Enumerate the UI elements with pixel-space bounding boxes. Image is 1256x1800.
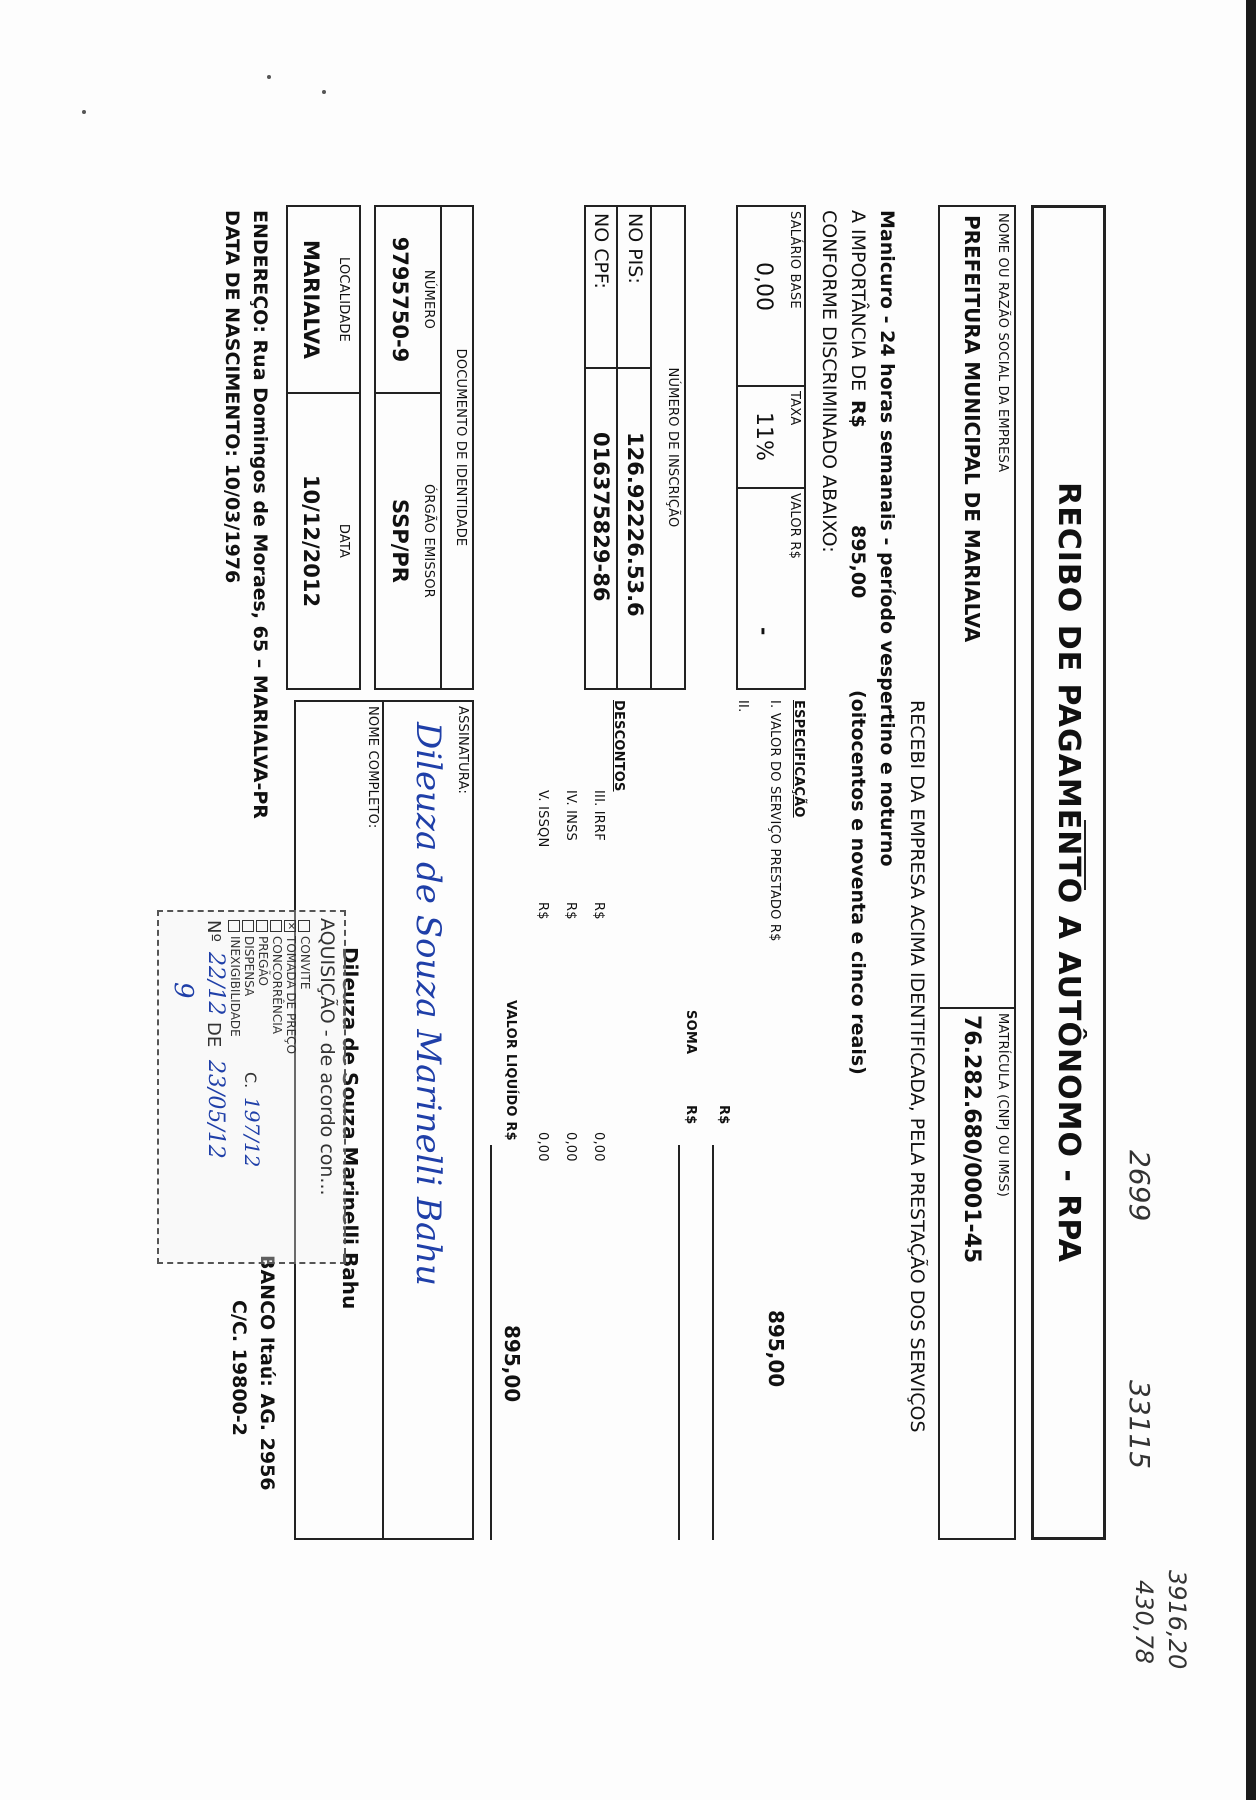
nome-completo-value: Dileuza de Souza Marinelli Bahu [338,947,362,1310]
checkbox-icon [299,920,311,932]
local-table [286,205,361,690]
stamp-option: CONVITE [298,920,312,1054]
inss-label: IV. INSS [563,790,578,841]
inscricao-table [584,205,686,690]
data-nascimento: DATA DE NASCIMENTO: 10/03/1976 [221,210,243,584]
declaracao-line1: RECEBI DA EMPRESA ACIMA IDENTIFICADA, PELA PRESTAÇÃO DOS SERVIÇOS [906,700,928,1433]
liquido-label: VALOR LIQUÍDO R$ [503,1000,518,1141]
divider [440,207,442,688]
issqn-value: 0,00 [535,1132,550,1162]
stamp-initial: 9 [168,982,198,999]
nome-completo-label: NOME COMPLETO: [365,706,380,829]
signature: Dileuza de Souza Marinelli Bahu [408,722,448,1287]
stamp-de-value: 23/05/12 [203,1060,228,1159]
importancia-label: A IMPORTÂNCIA DE [847,210,869,392]
pis-label: NO PIS: [624,213,646,284]
valor-value: - [752,627,776,636]
handwritten-number-1: 2699 [1123,1150,1156,1222]
especificacao-item1: I. VALOR DO SERVIÇO PRESTADO R$ [767,700,782,942]
numero-value: 9795750-9 [388,236,412,363]
stamp-option: DISPENSA [242,920,256,1054]
liquido-line [490,1145,492,1540]
stamp-c-label: C. [241,1072,260,1089]
title-box [1031,205,1106,1540]
declaracao-line4: CONFORME DISCRIMINADO ABAIXO: [818,210,840,553]
currency-label: R$ [847,400,869,428]
checkbox-icon [257,920,269,932]
endereco: ENDEREÇO: Rua Domingos de Moraes, 65 – MARIALVA-PR [249,210,271,819]
pis-value: 126.92226.53.6 [623,432,647,617]
taxa-label: TAXA [787,391,802,426]
identidade-table [374,205,474,690]
stamp-option: INEXIGIBILIDADE [228,920,242,1054]
irrf-value: 0,00 [591,1132,606,1162]
valor-label: VALOR R$ [787,493,802,560]
stamp-title: AQUISIÇÃO - de acordo con... [316,918,338,1196]
empresa-name: PREFEITURA MUNICIPAL DE MARIALVA [960,215,984,643]
stamp-de-label: DE [203,1022,224,1048]
irrf-currency: R$ [591,902,606,920]
orgao-label: ÓRGÃO EMISSOR [421,483,436,598]
data-value: 10/12/2012 [299,474,323,608]
divider [382,702,384,1538]
servico-description: Manicuro - 24 horas semanais - período vespertino e noturno [876,210,898,867]
valor-por-extenso: (oitocentos e noventa e cinco reais) [847,690,869,1075]
divider [650,207,652,688]
banco-line2: C/C. 19800-2 [228,1300,250,1436]
divider [616,207,618,688]
stamp-option: CONCORRÊNCIA [270,920,284,1054]
soma-label: SOMA [683,1010,698,1055]
taxa-value: 11% [751,412,776,461]
irrf-label: III. IRRF [591,790,606,841]
data-label: DATA [336,523,351,559]
stamp-option: PREGÃO [256,920,270,1054]
especificacao-header: ESPECIFICAÇÃO [791,700,806,818]
inss-currency: R$ [563,902,578,920]
stamp-n-label: Nº [203,920,224,942]
item2-currency: R$ [716,1105,731,1125]
importancia-value: 895,00 [847,525,869,599]
stamp-option: ✕TOMADA DE PREÇO [284,921,298,1055]
issqn-currency: R$ [535,902,550,920]
identidade-header: DOCUMENTO DE IDENTIDADE [453,348,468,547]
scan-speck [322,90,326,94]
aquisicao-stamp [157,910,346,1264]
salario-table [736,205,806,690]
localidade-value: MARIALVA [299,240,323,359]
orgao-value: SSP/PR [388,499,412,583]
salario-base-label: SALÁRIO BASE [787,211,802,309]
page-title: RECIBO DE PAGAMENTO A AUTÔNOMO - RPA [1051,482,1086,1263]
descontos-header: DESCONTOS [611,700,626,792]
inss-value: 0,00 [563,1132,578,1162]
assinatura-label: ASSINATURA: [455,706,470,795]
cpf-value: 016375829-86 [589,432,613,602]
localidade-label: LOCALIDADE [336,257,351,342]
empresa-label: NOME OU RAZÃO SOCIAL DA EMPRESA [995,213,1010,473]
checkbox-icon [229,920,241,932]
inscricao-header: NÚMERO DE INSCRIÇÃO [665,367,680,528]
liquido-value: 895,00 [500,1325,524,1403]
banco-line1: BANCO Itaú: AG. 2956 [256,1255,278,1491]
empresa-box [938,205,1016,1540]
matricula-value: 76.282.680/0001-45 [959,1015,984,1264]
handwritten-number-4: 430,78 [1130,1580,1158,1664]
divider [940,1007,1014,1009]
checkbox-icon [243,920,255,932]
stamp-options [228,920,312,1054]
especificacao-item1-value: 895,00 [764,1310,788,1388]
issqn-label: V. ISSQN [535,790,550,848]
scan-speck [82,110,86,114]
matricula-label: MATRÍCULA (CNPJ OU IMSS) [995,1013,1010,1198]
stamp-n-value: 22/12 [203,952,228,1016]
salario-base-value: 0,00 [751,262,776,311]
item2-line [712,1145,714,1540]
numero-label: NÚMERO [421,269,436,330]
divider [586,367,652,369]
stamp-c-value: 197/12 [240,1097,264,1168]
divider [738,487,804,489]
cpf-label: NO CPF: [590,213,612,289]
checkbox-icon [271,920,283,932]
handwritten-number-3: 3916,20 [1163,1570,1191,1670]
soma-line [678,1145,680,1540]
soma-currency: R$ [683,1105,698,1125]
especificacao-item2: II. [735,700,750,713]
scan-speck [267,75,271,79]
divider [738,385,804,387]
handwritten-number-2: 33115 [1123,1380,1156,1470]
checked-checkbox-icon: ✕ [285,921,297,931]
